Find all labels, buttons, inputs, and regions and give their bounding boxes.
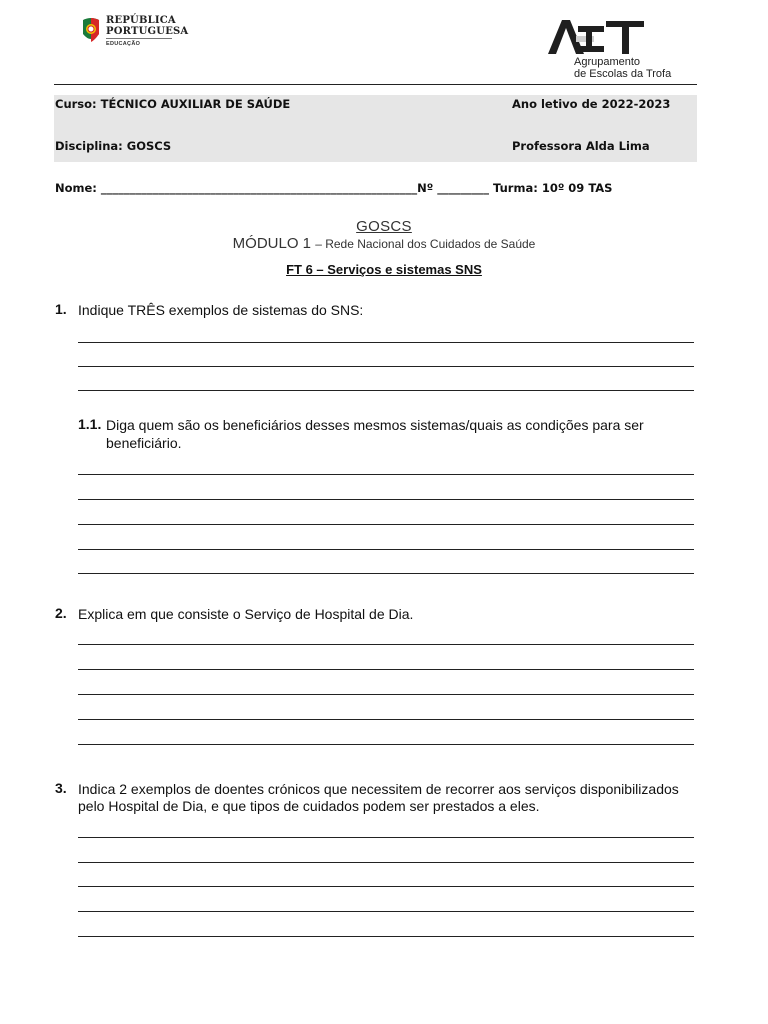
subject-title: GOSCS xyxy=(356,218,412,235)
school-logo-line2: de Escolas da Trofa xyxy=(574,68,672,80)
aet-logo-icon xyxy=(546,18,646,56)
question-2-text: Explica em que consiste o Serviço de Hospital de Dia. xyxy=(78,606,414,622)
school-year-label: Ano letivo de 2022-2023 xyxy=(512,97,671,111)
answer-line[interactable] xyxy=(78,499,694,500)
answer-line[interactable] xyxy=(78,744,694,745)
answer-line[interactable] xyxy=(78,390,694,391)
answer-line[interactable] xyxy=(78,886,694,887)
answer-line[interactable] xyxy=(78,862,694,863)
answer-line[interactable] xyxy=(78,573,694,574)
student-info-row: Nome: _______________________________________________________Nº _________ Turma: 10º 09 TAS xyxy=(55,181,613,195)
course-label: Curso: TÉCNICO AUXILIAR DE SAÚDE xyxy=(55,97,291,111)
answer-line[interactable] xyxy=(78,837,694,838)
answer-line[interactable] xyxy=(78,719,694,720)
school-logo-line1: Agrupamento xyxy=(574,56,641,68)
worksheet-title: FT 6 – Serviços e sistemas SNS xyxy=(286,262,482,277)
module-subtitle: – Rede Nacional dos Cuidados de Saúde xyxy=(315,237,536,251)
module-name: MÓDULO 1 xyxy=(232,235,312,252)
question-1-text: Indique TRÊS exemplos de sistemas do SNS: xyxy=(78,302,364,318)
teacher-label: Professora Alda Lima xyxy=(512,139,650,153)
question-2-number: 2. xyxy=(55,605,67,621)
question-3-text: Indica 2 exemplos de doentes crónicos que necessitem de recorrer aos serviços disponibilizados xyxy=(78,781,679,797)
question-1-1-text-cont: beneficiário. xyxy=(106,435,182,451)
answer-line[interactable] xyxy=(78,474,694,475)
gov-logo-divider xyxy=(106,38,172,39)
question-1-1-text: Diga quem são os beneficiários desses mesmos sistemas/quais as condições para ser xyxy=(106,417,644,433)
answer-line[interactable] xyxy=(78,936,694,937)
header-divider xyxy=(54,84,697,85)
gov-logo-line2: PORTUGUESA xyxy=(106,26,189,37)
gov-logo-line1: REPÚBLICA xyxy=(106,15,176,26)
subject-label: Disciplina: GOSCS xyxy=(55,139,172,153)
school-logo xyxy=(546,18,646,61)
question-1-1-number: 1.1. xyxy=(78,416,102,432)
answer-line[interactable] xyxy=(78,342,694,343)
question-3-text-cont: pelo Hospital de Dia, e que tipos de cuidados podem ser prestados a eles. xyxy=(78,798,540,814)
module-title xyxy=(0,235,768,252)
question-1-number: 1. xyxy=(55,301,67,317)
portugal-flag-icon xyxy=(80,16,102,46)
answer-line[interactable] xyxy=(78,644,694,645)
question-3-number: 3. xyxy=(55,780,67,796)
answer-line[interactable] xyxy=(78,911,694,912)
answer-line[interactable] xyxy=(78,669,694,670)
gov-logo-line3: EDUCAÇÃO xyxy=(106,41,141,47)
answer-line[interactable] xyxy=(78,524,694,525)
answer-line[interactable] xyxy=(78,366,694,367)
answer-line[interactable] xyxy=(78,549,694,550)
answer-line[interactable] xyxy=(78,694,694,695)
